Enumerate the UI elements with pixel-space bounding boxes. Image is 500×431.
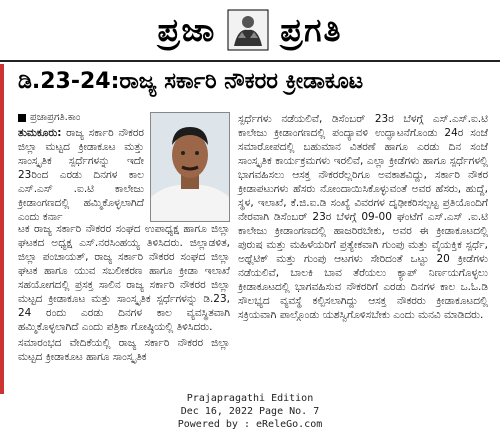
portrait-photo-icon bbox=[151, 113, 229, 221]
square-bullet-icon bbox=[18, 114, 26, 122]
article-column-1-bottom bbox=[18, 222, 230, 366]
footer-edition: Prajapragathi Edition bbox=[186, 393, 314, 404]
article-paragraph-3: ಸಮಾರಂಭದ ವೇದಿಕೆಯಲ್ಲಿ ರಾಜ್ಯ ಸರ್ಕಾರಿ ನೌಕರರ ಜಿಲ್ಲಾ ಮಟ್ಟದ ಕ್ರೀಡಾಕೂಟ ಹಾಗೂ ಸಾಂಸ್ಕೃತಿಕ bbox=[18, 337, 230, 363]
edition-footer bbox=[0, 392, 500, 431]
footer-date-page: Dec 16, 2022 Page No. 7 bbox=[180, 406, 320, 417]
left-margin-strip bbox=[0, 64, 4, 394]
article-byline bbox=[18, 112, 80, 123]
emblem-icon bbox=[226, 8, 270, 52]
footer-powered-by: Powered by : eReleGo.com bbox=[177, 419, 323, 430]
masthead bbox=[0, 0, 500, 62]
masthead-title-left: ಪ್ರಜಾ bbox=[157, 10, 217, 49]
article-column-2 bbox=[238, 112, 488, 324]
article-dateline: ತುಮಕೂರು: bbox=[18, 127, 62, 139]
article-column-1-top bbox=[18, 126, 144, 226]
article-paragraph-2: ಟಕ ರಾಜ್ಯ ಸರ್ಕಾರಿ ನೌಕರರ ಸಂಘದ ಉಪಾಧ್ಯಕ್ಷ ಹಾಗೂ ಜಿಲ್ಲಾ ಘಟಕದ ಅಧ್ಯಕ್ಷ ಎಸ್.ನರಸಿಂಹಯ್ಯ ತಿಳಿಸಿದರು. ಜಿಲ್ಲಾಡಳಿತ, ಜಿಲ್ಲಾ ಪಂಚಾಯತ್, ರಾಜ್ಯ ಸರ್ಕಾರಿ ನೌಕರರ ಸಂಘದ ಜಿಲ್ಲಾ ಘಟಕ ಹಾಗೂ ಯುವ ಸಬಲೀಕರಣ ಹಾಗೂ ಕ್ರೀಡಾ ಇಲಾಖೆ ಸಹಯೋಗದಲ್ಲಿ ಪ್ರಸಕ್ತ ಸಾಲಿನ ರಾಜ್ಯ ಸರ್ಕಾರಿ ನೌಕರರ ಜಿಲ್ಲಾ ಮಟ್ಟದ ಕ್ರೀಡಾಕೂಟ ಮತ್ತು ಸಾಂಸ್ಕೃತಿಕ ಸ್ಪರ್ಧೆಗಳನ್ನು ಡಿ.23, 24 ರಂದು ಎರಡು ದಿನಗಳ ಕಾಲ ವ್ಯವಸ್ಥಿತವಾಗಿ ಹಮ್ಮಿಕೊಳ್ಳಲಾಗಿದೆ ಎಂದು ಪತ್ರಿಕಾ ಗೋಷ್ಠಿಯಲ್ಲಿ ತಿಳಿಸಿದರು. bbox=[18, 223, 230, 333]
masthead-title-right: ಪ್ರಗತಿ bbox=[280, 10, 343, 49]
article-headline: ಡಿ.23-24:ರಾಜ್ಯ ಸರ್ಕಾರಿ ನೌಕರರ ಕ್ರೀಡಾಕೂಟ bbox=[18, 69, 364, 94]
article-paragraph-4: ಸ್ಪರ್ಧೆಗಳು ನಡೆಯಲಿವೆ, ಡಿಸೆಂಬರ್ 23ರ ಬೆಳಗ್ಗೆ ಎಸ್.ಎಸ್.ಐ.ಟಿ ಕಾಲೇಜು ಕ್ರೀಡಾಂಗಣದಲ್ಲಿ ಪಂದ್ಯಾವಳಿ ಉದ್ಘಾಟನೆಗೊಂಡು 24ರ ಸಂಜೆ ಸಮಾರೋಪದಲ್ಲಿ ಬಹುಮಾನ ವಿತರಣೆ ಹಾಗೂ ಎರಡು ದಿನ ಸಂಜೆ ಸಾಂಸ್ಕೃತಿಕ ಕಾರ್ಯಕ್ರಮಗಳು ಇರಲಿವೆ, ಎಲ್ಲಾ ಕ್ರೀಡೆಗಳು ಹಾಗೂ ಸ್ಪರ್ಧೆಗಳಲ್ಲಿ ಭಾಗವಹಿಸಲು ಆಸಕ್ತ ನೌಕರರೆಲ್ಲರಿಗೂ ಅವಕಾಶವಿದ್ದು, ಸರ್ಕಾರಿ ನೌಕರ ಕ್ರೀಡಾಪಟುಗಳು ಹೆಸರು ನೋಂದಾಯಿಸಿಕೊಳ್ಳುವಂತೆ ಅವರ ಹೆಸರು, ಹುದ್ದೆ, ಸ್ಥಳ, ಇಲಾಖೆ, ಕೆ.ಜಿ.ಐ.ಡಿ ಸಂಖ್ಯೆ ವಿವರಗಳ ದೃಢೀಕರಿಸಲ್ಪಟ್ಟ ಪ್ರತಿಯೊಂದಿಗೆ ನೇರವಾಗಿ ಡಿಸೆಂಬರ್ 23ರ ಬೆಳಗ್ಗೆ 09-00 ಘಂಟೆಗೆ ಎಸ್.ಎಸ್ .ಐ.ಟಿ ಕಾಲೇಜು ಕ್ರೀಡಾಂಗಣದಲ್ಲಿ ಹಾಜರಿರಬೇಕು, ಅವರ ಈ ಕ್ರೀಡಾಕೂಟದಲ್ಲಿ ಪುರುಷ ಮತ್ತು ಮಹಿಳೆಯರಿಗೆ ಪ್ರತ್ಯೇಕವಾಗಿ ಗುಂಪು ಮತ್ತು ವೈಯಕ್ತಿಕ ಸ್ಪರ್ಧೆ, ಅಥ್ಲೆಟಿಕ್ ಮತ್ತು ಗುಂಪು ಆಟಗಳು ಸೇರಿದಂತೆ ಒಟ್ಟು 20 ಕ್ರೀಡೆಗಳು ನಡೆಯಲಿವೆ, ಬಾಲಕಿ ಬಾವ ತೆರೆಯಲು ಕ್ಯಾಪ್ ನಿರ್ಣಯಗೊಳ್ಳಲು ಕ್ರೀಡಾಕೂಟದಲ್ಲಿ ಭಾಗವಹಿಸುವ ನೌಕರರಿಗೆ ಎರಡು ದಿನಗಳ ಕಾಲ ಒ.ಓ.ಡಿ ಸೌಲಭ್ಯದ ವ್ಯವಸ್ಥೆ ಕಲ್ಪಿಸಲಾಗಿದ್ದು ಆಸಕ್ತ ನೌಕರರು ಕ್ರೀಡಾಕೂಟದಲ್ಲಿ ಸಕ್ರಿಯವಾಗಿ ಪಾಲ್ಗೊಂಡು ಯಶಸ್ವಿಗೊಳಿಸಬೇಕು ಎಂದು ಮನವಿ ಮಾಡಿದರು. bbox=[238, 113, 488, 321]
article-photo bbox=[150, 112, 230, 222]
byline-text: ಪ್ರಜಾಪ್ರಗತಿ.ಕಾಂ bbox=[30, 112, 81, 123]
article-paragraph-1: ರಾಜ್ಯ ಸರ್ಕಾರಿ ನೌಕರರ ಜಿಲ್ಲಾ ಮಟ್ಟದ ಕ್ರೀಡಾಕೂಟ ಮತ್ತು ಸಾಂಸ್ಕೃತಿಕ ಸ್ಪರ್ಧೆಗಳನ್ನು ಇದೇ 23ರಿಂದ ಎರಡು ದಿನಗಳ ಕಾಲ ಎಸ್.ಎಸ್ .ಐ.ಟಿ ಕಾಲೇಜು ಕ್ರೀಡಾಂಗಣದಲ್ಲಿ ಹಮ್ಮಿಕೊಳ್ಳಲಾಗಿದೆ ಎಂದು ಕರ್ನಾ bbox=[18, 127, 144, 223]
masthead-logo bbox=[226, 8, 270, 52]
